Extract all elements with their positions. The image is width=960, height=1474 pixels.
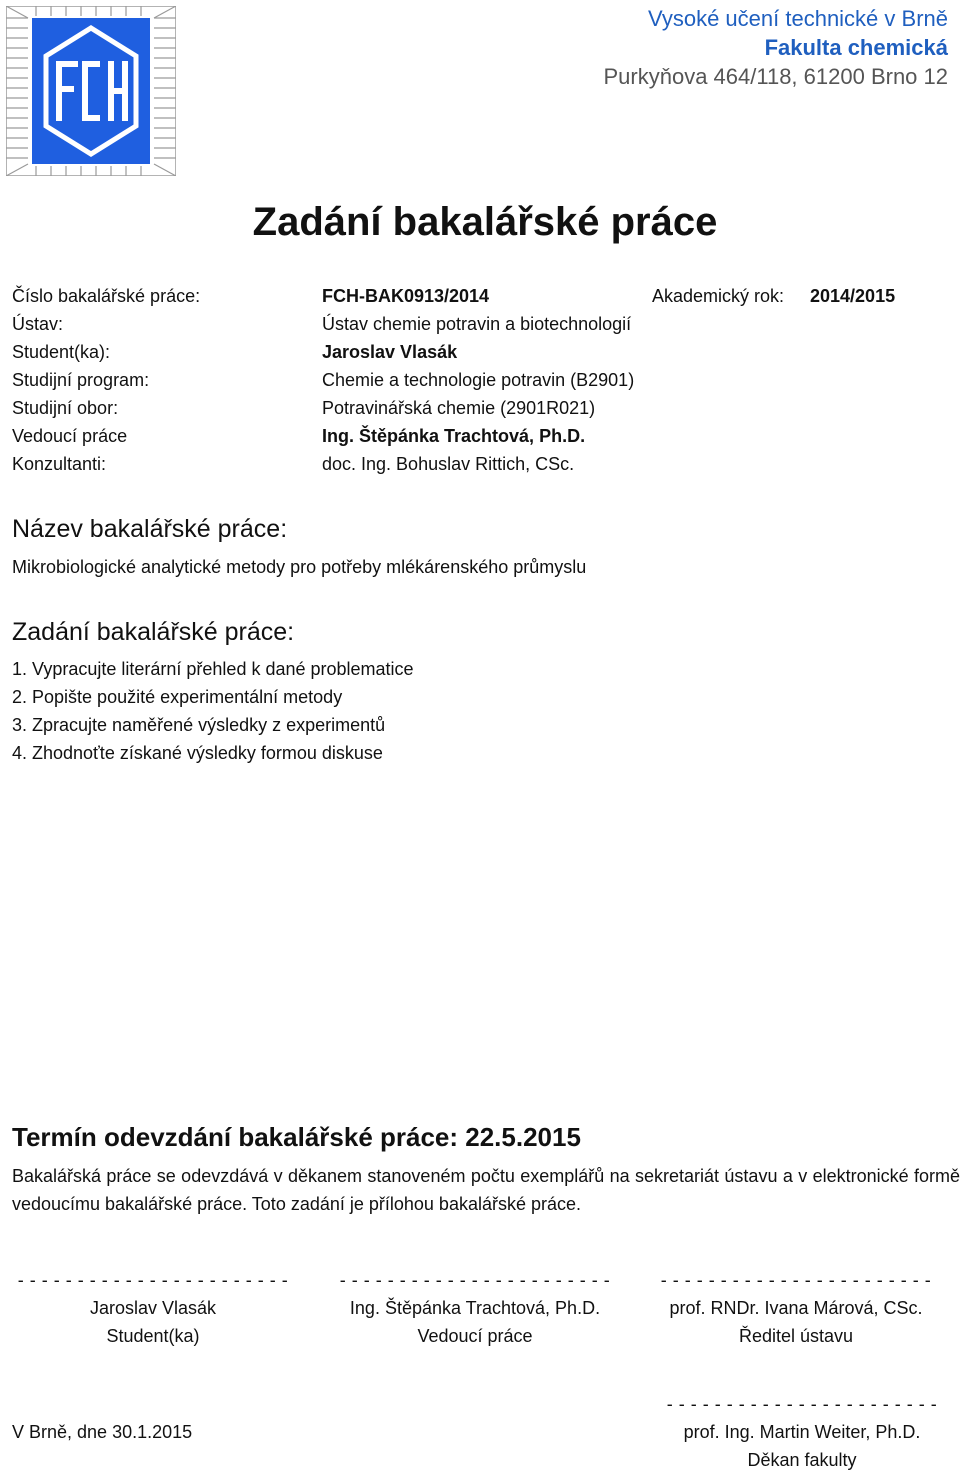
supervisor-value: Ing. Štěpánka Trachtová, Ph.D. bbox=[322, 426, 586, 446]
assignment-heading: Zadání bakalářské práce: bbox=[12, 618, 295, 646]
assignment-item: 3. Zpracujte naměřené výsledky z experimentů bbox=[12, 715, 386, 735]
program-value: Chemie a technologie potravin (B2901) bbox=[322, 370, 635, 390]
info-row-consultants bbox=[12, 450, 952, 478]
supervisor-label: Vedoucí práce bbox=[12, 426, 128, 446]
student-value: Jaroslav Vlasák bbox=[322, 342, 458, 362]
submission-note: Bakalářská práce se odevzdává v děkanem stanoveném počtu exemplářů na sekretariát ústavu a v elektronické formě vedoucímu bakalářské práce. Toto zadání je přílohou bakalářské práce. bbox=[12, 1166, 960, 1214]
assignment-item: 4. Zhodnoťte získané výsledky formou diskuse bbox=[12, 743, 383, 763]
signature-name: Ing. Štěpánka Trachtová, Ph.D. bbox=[349, 1298, 601, 1318]
submission-deadline: Termín odevzdání bakalářské práce: 22.5.2015 bbox=[12, 1122, 581, 1152]
info-row-institute bbox=[12, 310, 952, 338]
info-row-student bbox=[12, 338, 952, 366]
thesis-title: Mikrobiologické analytické metody pro potřeby mlékárenského průmyslu bbox=[12, 557, 587, 577]
signature-name: Jaroslav Vlasák bbox=[89, 1298, 217, 1318]
signature-line: - - - - - - - - - - - - - - - - - - - - - - - bbox=[17, 1270, 289, 1290]
signature-role: Student(ka) bbox=[106, 1326, 200, 1346]
page-title: Zadání bakalářské práce bbox=[252, 200, 718, 244]
field-label: Studijní obor: bbox=[12, 398, 119, 418]
assignment-item: 2. Popište použité experimentální metody bbox=[12, 687, 343, 707]
signature-role: Ředitel ústavu bbox=[738, 1326, 854, 1346]
academic-year-value: 2014/2015 bbox=[810, 286, 896, 306]
academic-year-label: Akademický rok: bbox=[652, 286, 785, 306]
place-date: V Brně, dne 30.1.2015 bbox=[12, 1422, 193, 1442]
faculty-name: Fakulta chemická bbox=[764, 35, 948, 60]
faculty-address: Purkyňova 464/118, 61200 Brno 12 bbox=[603, 64, 948, 89]
signature-block-director bbox=[646, 1266, 946, 1350]
signature-block-student bbox=[3, 1266, 303, 1350]
signature-line: - - - - - - - - - - - - - - - - - - - - - - - bbox=[660, 1270, 932, 1290]
info-row-program bbox=[12, 366, 952, 394]
faculty-logo bbox=[6, 6, 176, 176]
consultants-label: Konzultanti: bbox=[12, 454, 107, 474]
signature-role: Vedoucí práce bbox=[417, 1326, 533, 1346]
signature-role: Děkan fakulty bbox=[747, 1450, 857, 1470]
university-name: Vysoké učení technické v Brně bbox=[647, 6, 948, 31]
thesis-title-heading: Název bakalářské práce: bbox=[12, 515, 288, 543]
info-row-thesis-number bbox=[12, 282, 952, 310]
consultants-value: doc. Ing. Bohuslav Rittich, CSc. bbox=[322, 454, 575, 474]
signature-block-dean bbox=[652, 1390, 952, 1474]
thesis-number-value: FCH-BAK0913/2014 bbox=[322, 286, 490, 306]
fch-logo-icon bbox=[6, 6, 176, 176]
institute-value: Ústav chemie potravin a biotechnologií bbox=[322, 314, 632, 334]
field-value: Potravinářská chemie (2901R021) bbox=[322, 398, 596, 418]
signature-name: prof. Ing. Martin Weiter, Ph.D. bbox=[683, 1422, 921, 1442]
signature-name: prof. RNDr. Ivana Márová, CSc. bbox=[669, 1298, 923, 1318]
thesis-number-label: Číslo bakalářské práce: bbox=[12, 286, 201, 306]
signature-line: - - - - - - - - - - - - - - - - - - - - - - - bbox=[666, 1394, 938, 1414]
assignment-item: 1. Vypracujte literární přehled k dané problematice bbox=[12, 659, 414, 679]
program-label: Studijní program: bbox=[12, 370, 150, 390]
student-label: Student(ka): bbox=[12, 342, 111, 362]
signature-block-supervisor bbox=[325, 1266, 625, 1350]
institute-label: Ústav: bbox=[12, 314, 64, 334]
signature-line: - - - - - - - - - - - - - - - - - - - - - - - bbox=[339, 1270, 611, 1290]
info-row-supervisor bbox=[12, 422, 952, 450]
info-row-field bbox=[12, 394, 952, 422]
